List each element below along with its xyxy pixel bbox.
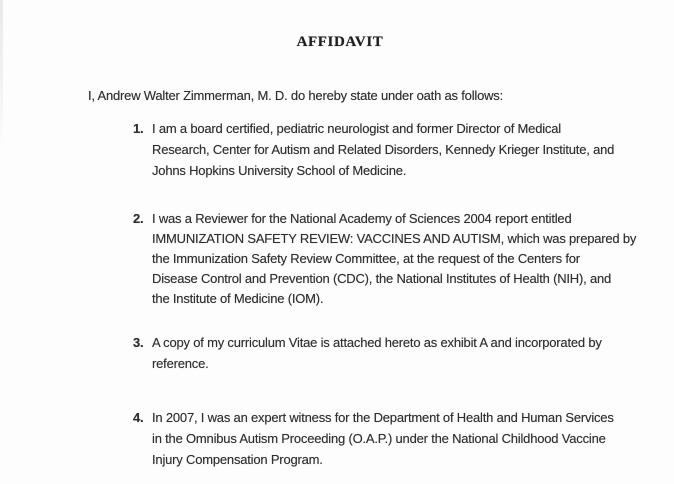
item-line: the Immunization Safety Review Committee, at the request of the Centers for bbox=[152, 251, 580, 266]
item-number: 1. bbox=[133, 121, 144, 136]
list-item-2 bbox=[133, 209, 636, 309]
item-line: A copy of my curriculum Vitae is attached hereto as exhibit A and incorporated by bbox=[152, 335, 602, 350]
item-number: 2. bbox=[133, 211, 144, 226]
item-line: Johns Hopkins University School of Medicine. bbox=[152, 163, 407, 178]
item-line: the Institute of Medicine (IOM). bbox=[152, 291, 324, 306]
item-number: 3. bbox=[133, 335, 144, 350]
item-line: I am a board certified, pediatric neurologist and former Director of Medical bbox=[152, 121, 561, 136]
list-item-1 bbox=[133, 118, 614, 181]
list-item-3 bbox=[133, 332, 602, 374]
item-line: In 2007, I was an expert witness for the Department of Health and Human Services bbox=[152, 410, 614, 425]
item-number: 4. bbox=[133, 410, 144, 425]
document-title: AFFIDAVIT bbox=[296, 34, 384, 50]
intro-statement: I, Andrew Walter Zimmerman, M. D. do hereby state under oath as follows: bbox=[88, 88, 504, 103]
item-line: IMMUNIZATION SAFETY REVIEW: VACCINES AND AUTISM, which was prepared by bbox=[152, 231, 637, 246]
item-text bbox=[152, 332, 602, 374]
item-line: Injury Compensation Program. bbox=[152, 452, 323, 467]
item-line: in the Omnibus Autism Proceeding (O.A.P.) under the National Childhood Vaccine bbox=[152, 431, 606, 446]
item-text bbox=[152, 118, 614, 181]
list-item-4 bbox=[133, 407, 614, 470]
scan-edge-artifact bbox=[0, 0, 3, 150]
item-line: Disease Control and Prevention (CDC), the National Institutes of Health (NIH), and bbox=[152, 271, 612, 286]
item-line: I was a Reviewer for the National Academy of Sciences 2004 report entitled bbox=[152, 211, 572, 226]
item-text bbox=[152, 407, 614, 470]
item-text bbox=[152, 209, 636, 309]
item-line: reference. bbox=[152, 356, 209, 371]
item-line: Research, Center for Autism and Related Disorders, Kennedy Krieger Institute, and bbox=[152, 142, 615, 157]
